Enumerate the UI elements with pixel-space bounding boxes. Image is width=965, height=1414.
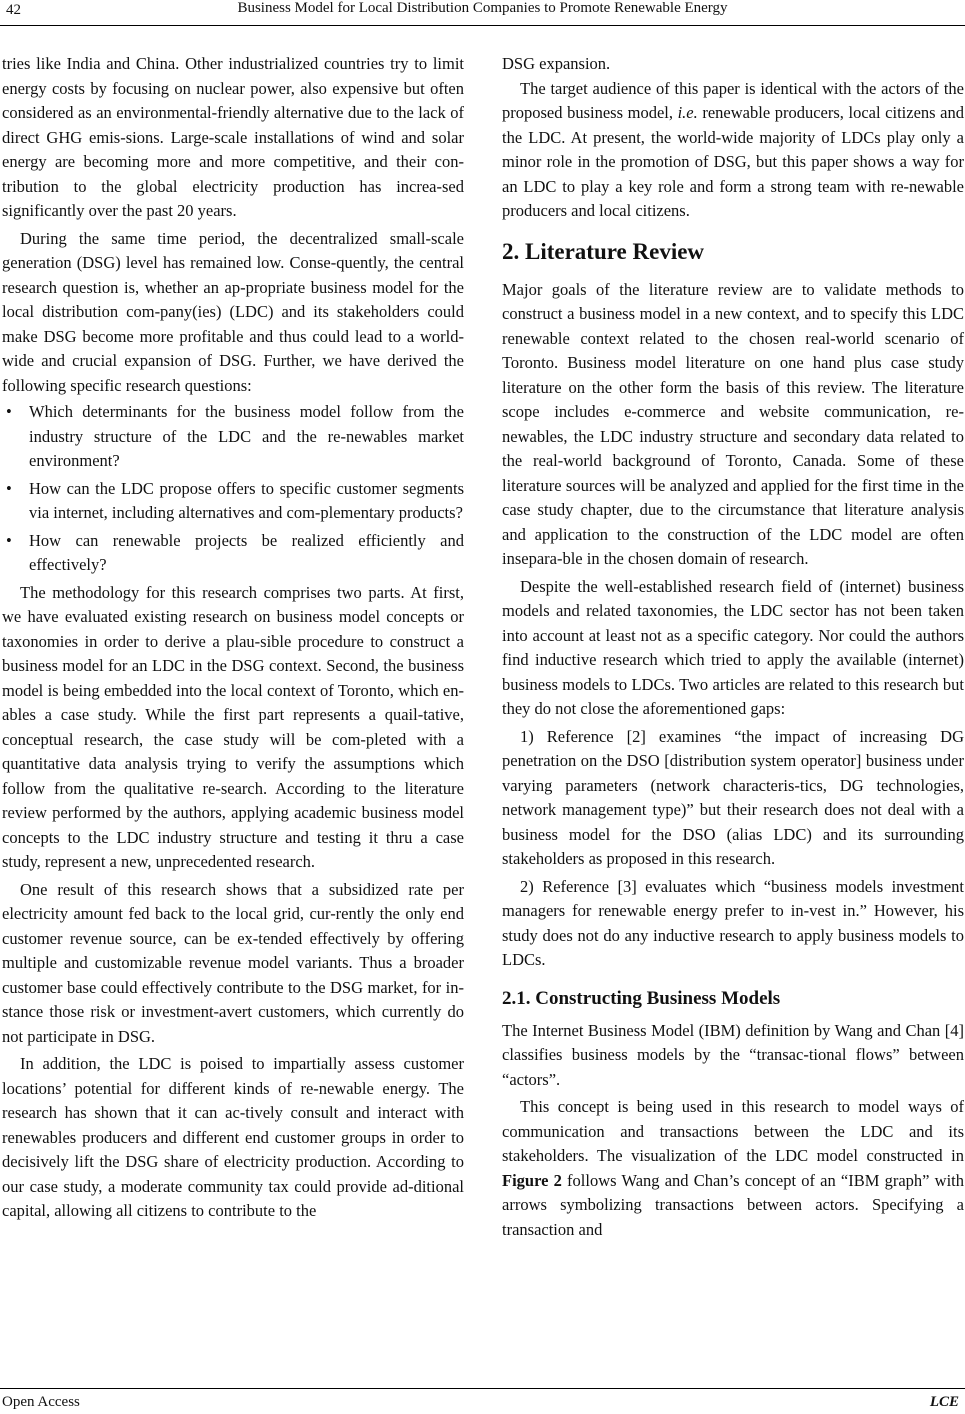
paragraph: The Internet Business Model (IBM) definition by Wang and Chan [4] classifies business models by the “transac-tional flows” between “actors”. — [502, 1020, 964, 1089]
figure-reference: Figure 2 — [502, 1170, 562, 1190]
journal-abbreviation: LCE — [929, 1394, 959, 1410]
paragraph: Despite the well-established research field of (internet) business models and related taxonomies, the LDC sector has not been taken into account at least not as a specific category. Nor could the authors find inductive research which tried to apply the available (internet) business models to LDCs. Two articles are related to this research but they do not close the aforementioned gaps: — [502, 576, 964, 718]
text-span: follows Wang and Chan’s concept of an “IBM graph” with arrows symbolizing transactions between actors. Specifying a transaction and — [502, 1170, 964, 1239]
research-questions-list — [2, 400, 464, 578]
text-span: This concept is being used in this research to model ways of communication and transactions between the LDC and its stakeholders. The visualization of the LDC model constructed in — [502, 1097, 964, 1165]
italic-text: i.e. — [677, 103, 698, 122]
header-rule — [0, 25, 965, 26]
paragraph — [502, 77, 964, 224]
list-item — [2, 529, 464, 578]
paragraph — [502, 1095, 964, 1242]
list-item — [2, 400, 464, 474]
section-heading: 2. Literature Review — [502, 238, 705, 264]
list-item-text: How can renewable projects be realized efficiently and effectively? — [29, 530, 464, 574]
bullet-icon: • — [6, 478, 12, 498]
bullet-icon: • — [6, 402, 12, 421]
left-column — [2, 52, 464, 1224]
paragraph: 1) Reference [2] examines “the impact of increasing DG penetration on the DSO [distribution system operator] business under varying parameters (network characteris-tics, DG technologies, network management type)” but their research does not deal with a business model for the DSO (alias LDC) and its surrounding stakeholders as proposed in this research. — [502, 726, 964, 868]
right-column — [502, 52, 964, 1242]
paragraph: tries like India and China. Other industrialized countries try to limit energy costs by focusing on nuclear power, also expensive but often considered as an environmental-friendly alternative due to the lack of direct GHG emis-sions. Large-scale installations of wind and solar energy are becoming more and more competitive, and their con-tribution to the global electricity production has increa-sed significantly over the past 20 years. — [2, 54, 464, 220]
open-access-label: Open Access — [2, 1394, 80, 1410]
paragraph: During the same time period, the decentralized small-scale generation (DSG) level has remained low. Conse-quently, the central research question is, whether an ap-propriate business model for the local distribution com-pany(ies) (LDC) and its stakeholders could make DSG become more profitable and thus could lead to a world-wide and crucial expansion of DSG. Further, we have derived the following specific research questions: — [2, 228, 464, 395]
footer-rule — [0, 1388, 965, 1389]
list-item-text: Which determinants for the business model follow from the industry structure of the LDC and the re-newables market environment? — [29, 402, 464, 470]
subsection-heading: 2.1. Constructing Business Models — [502, 987, 781, 1009]
paragraph: One result of this research shows that a subsidized rate per electricity amount fed back to the local grid, cur-rently the only end customer revenue source, can be ex-tended effectively by offering multiple and customizable revenue model variants. Thus a broader customer base could effectively contribute to the DSG market, for in-stance those risk or investment-avert customers, which currently do not participate in DSG. — [2, 879, 464, 1046]
page-number: 42 — [6, 2, 21, 18]
text-span: renewable producers, local citizens and the LDC. At present, the world-wide majority of LDCs play only a minor role in the promotion of DSG, but this paper shows a way for an LDC to play a key role and form a strong team with re-newable producers and local citizens. — [502, 103, 964, 220]
paragraph: 2) Reference [3] evaluates which “business models investment managers for renewable energy prefer to in-vest in.” However, his study does not do any inductive research to apply business models to LDCs. — [502, 876, 964, 969]
bullet-icon: • — [6, 530, 12, 550]
running-title: Business Model for Local Distribution Companies to Promote Renewable Energy — [237, 0, 728, 16]
page-footer — [0, 1394, 965, 1414]
page-header — [0, 0, 965, 26]
paragraph: DSG expansion. — [502, 54, 611, 73]
list-item — [2, 477, 464, 526]
paragraph: In addition, the LDC is poised to impartially assess customer locations’ potential for different kinds of re-newable energy. The research has shown that it can ac-tively consult and interact with renewables producers and different end customer groups in order to decisively lift the DSG share of electricity production. According to our case study, a moderate community tax could provide ad-ditional capital, allowing all citizens to contribute to the — [2, 1054, 464, 1220]
text-span: The target audience of this paper is identical with the actors of the proposed business model, — [502, 78, 964, 122]
list-item-text: How can the LDC propose offers to specific customer segments via internet, including alternatives and com-plementary products? — [29, 478, 464, 522]
paragraph: Major goals of the literature review are to validate methods to construct a business model in a new context, and to specify this LDC renewable context related to the chosen real-world scenario of Toronto. Business model literature on one hand plus case study literature on the other form the basis of this review. The literature scope includes e-commerce and website communication, re-newables, the LDC industry structure and secondary data related to the real-world background of Toronto, Canada. Some of these literature sources will be analyzed and applied for the first time in the case study chapter, due to the circumstance that literature analysis and application to the construction of the LDC model are often insepara-ble in the chosen domain of research. — [502, 279, 964, 568]
paragraph: The methodology for this research comprises two parts. At first, we have evaluated existing research on business model concepts or taxonomies in order to derive a plau-sible procedure to construct a business model for an LDC in the DSG context. Second, the business model is being embedded into the local context of Toronto, which en-ables a case study. While the first part represents a quail-tative, conceptual research, the case study will be com-pleted with a quantitative data analysis trying to verify the assumptions which follow from the qualitative re-search. According to the literature review performed by the authors, applying academic business model concepts to the LDC industry structure and testing it thru a case study, represent a new, unprecedented research. — [2, 582, 464, 871]
